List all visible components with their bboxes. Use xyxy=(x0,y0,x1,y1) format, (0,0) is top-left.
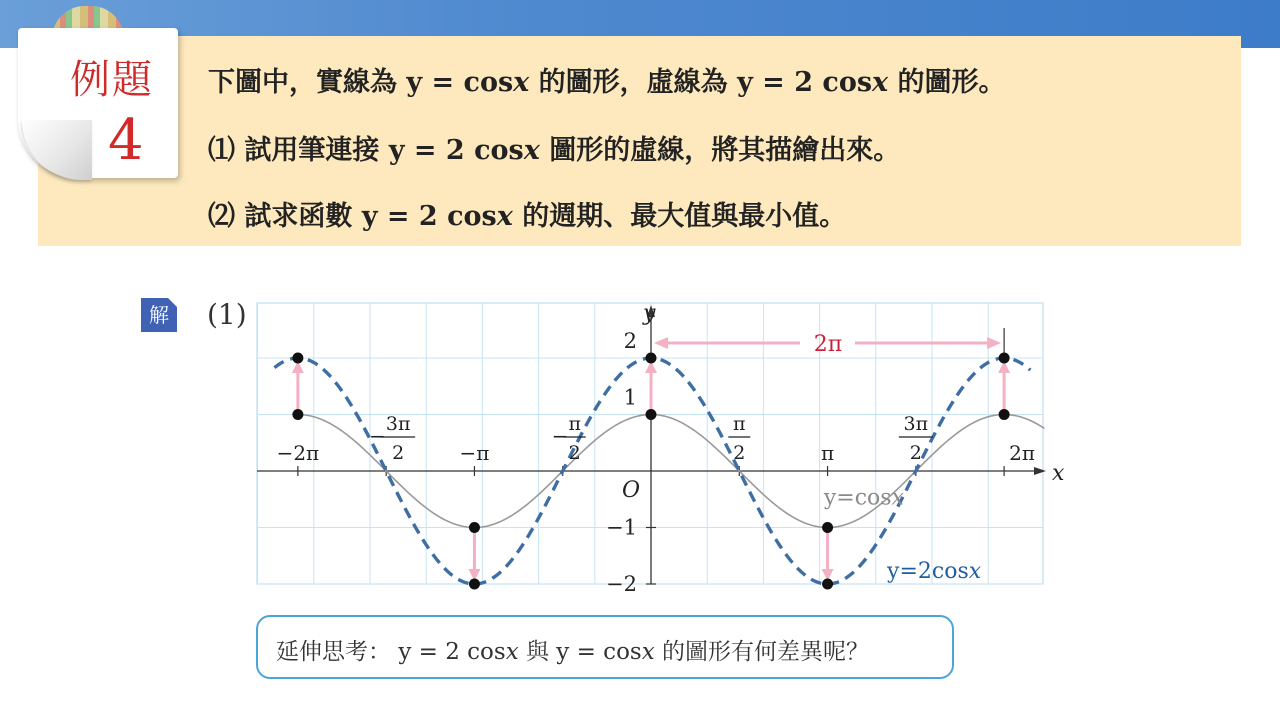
series-label: y=cosx xyxy=(823,485,904,511)
data-point xyxy=(822,522,833,533)
extension-text: 延伸思考： y = 2 cosx 與 y = cosx 的圖形有何差異呢？ xyxy=(276,639,870,665)
x-tick-label: 2π xyxy=(1009,441,1036,465)
series-label: y=2cosx xyxy=(887,559,982,585)
x-tick-denominator: 2 xyxy=(733,442,746,464)
x-tick-label: −2π xyxy=(276,441,320,465)
x-tick-label: −π xyxy=(459,441,490,465)
data-point xyxy=(999,409,1010,420)
solution-badge: 解 xyxy=(141,298,177,332)
example-label: 例題 xyxy=(70,57,154,103)
y-tick-label: −1 xyxy=(606,515,637,540)
y-tick-label: 1 xyxy=(623,385,637,410)
problem-line-3: ⑵ 試求函數 y = 2 cosx 的週期、最大值與最小值。 xyxy=(208,201,847,232)
data-point xyxy=(469,579,480,590)
data-point xyxy=(292,353,303,364)
y-tick-label: 2 xyxy=(623,329,637,353)
x-tick-denominator: 2 xyxy=(568,442,581,464)
x-tick-numerator: 3π xyxy=(385,413,411,435)
y-axis-label: y xyxy=(643,301,656,326)
x-tick-numerator: π xyxy=(733,413,746,435)
data-point xyxy=(999,353,1010,364)
x-tick-label: π xyxy=(820,441,835,465)
x-tick-sign: − xyxy=(551,424,569,448)
x-axis-label: x xyxy=(1052,461,1065,486)
period-label: 2π xyxy=(813,332,843,357)
y-tick-label: −2 xyxy=(606,572,637,596)
data-point xyxy=(646,353,657,364)
x-tick-sign: − xyxy=(369,424,386,448)
x-tick-denominator: 2 xyxy=(909,442,922,464)
extension-box xyxy=(256,615,954,679)
data-point xyxy=(292,409,303,420)
data-point xyxy=(822,579,833,590)
problem-line-1: 下圖中，實線為 y = cosx 的圖形，虛線為 y = 2 cosx 的圖形。 xyxy=(208,67,1006,98)
origin-label: O xyxy=(622,478,641,503)
x-tick-denominator: 2 xyxy=(392,442,405,464)
data-point xyxy=(646,409,657,420)
x-tick-numerator: 3π xyxy=(903,413,929,435)
part-label: (1) xyxy=(207,298,247,331)
data-point xyxy=(469,522,480,533)
problem-line-2: ⑴ 試用筆連接 y = 2 cosx 圖形的虛線，將其描繪出來。 xyxy=(208,135,901,166)
example-number: 4 xyxy=(108,108,144,173)
x-tick-numerator: π xyxy=(568,413,581,435)
